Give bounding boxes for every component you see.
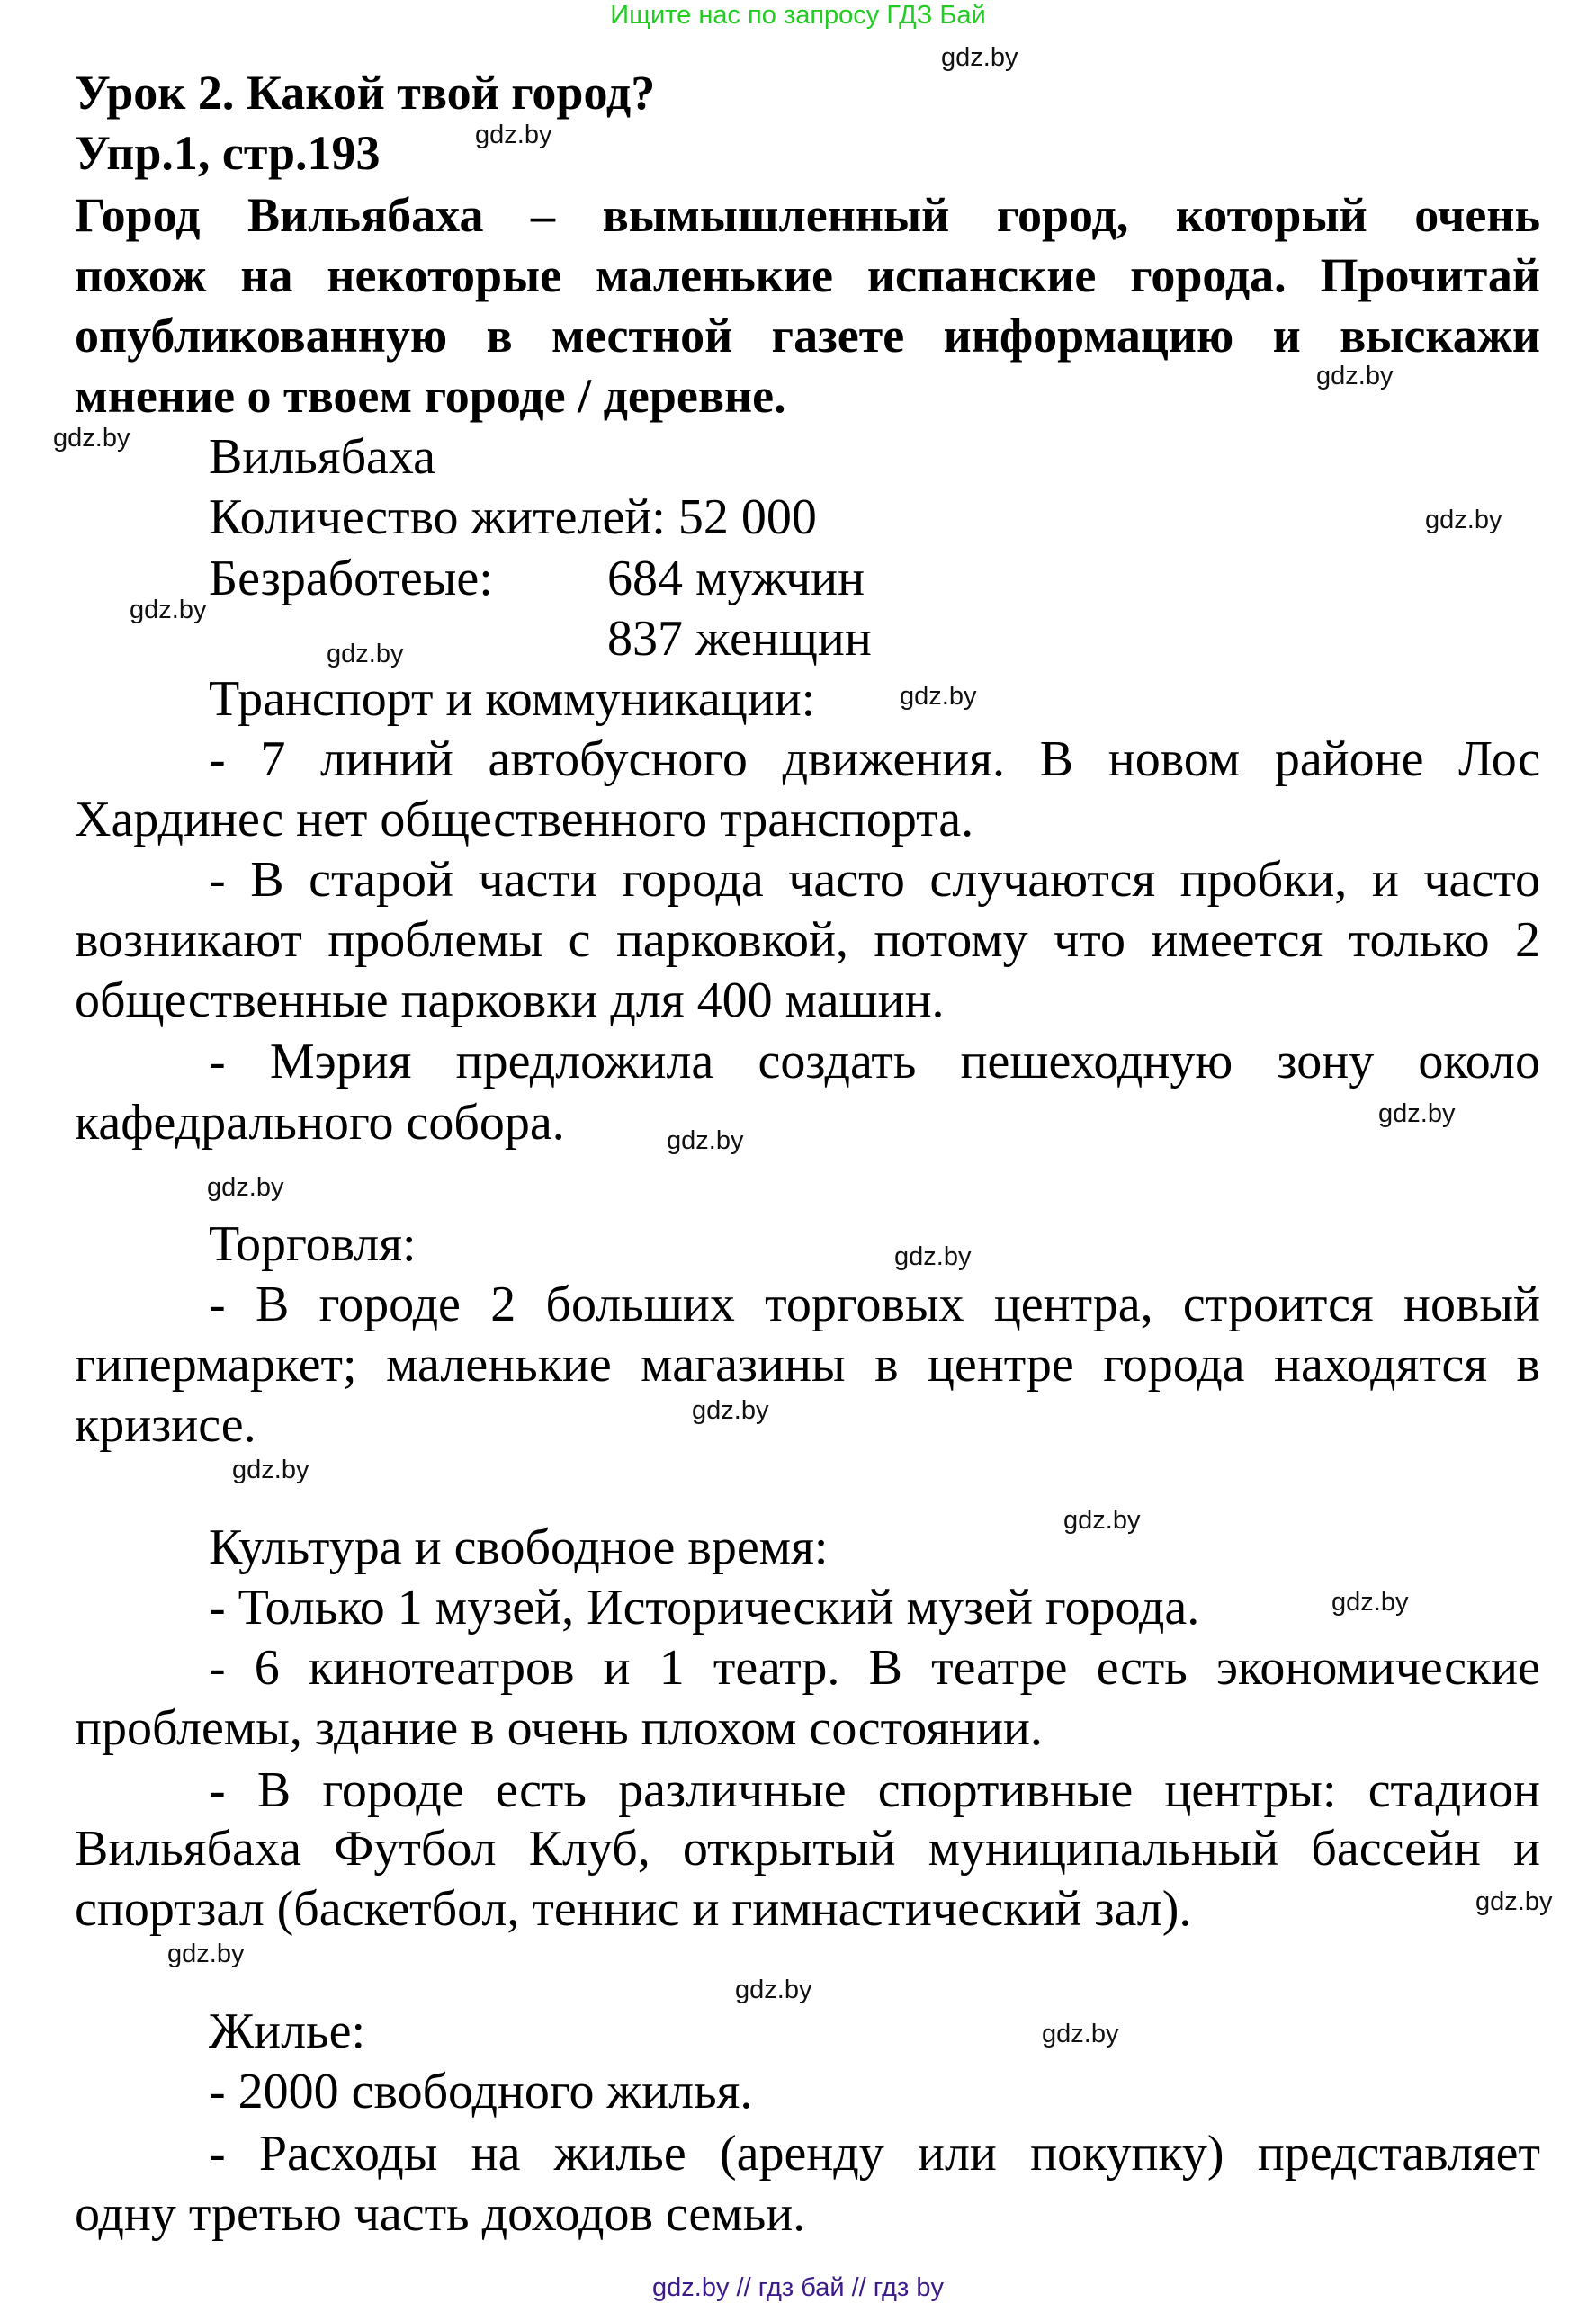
text-line: - 2000 свободного жилья. (209, 2064, 753, 2119)
lesson-title: Урок 2. Какой твой город? (75, 66, 656, 120)
watermark: gdz.by (941, 43, 1018, 72)
task-line: мнение о твоем городе / деревне. (75, 369, 786, 423)
text-line: Вильябаха Футбол Клуб, открытый муниципальный бассейн и (75, 1821, 1540, 1877)
task-line: похож на некоторые маленькие испанские города. Прочитай (75, 248, 1540, 302)
watermark: gdz.by (475, 121, 552, 149)
text-line: - Только 1 музей, Исторический музей города. (209, 1580, 1200, 1635)
population: Количество жителей: 52 000 (209, 489, 817, 545)
task-line: Город Вильябаха – вымышленный город, который очень (75, 188, 1540, 242)
text-line: кризисе. (75, 1397, 256, 1453)
watermark: gdz.by (207, 1173, 284, 1202)
text-line: одну третью часть доходов семьи. (75, 2186, 806, 2242)
watermark: gdz.by (1475, 1887, 1553, 1916)
watermark: gdz.by (232, 1456, 309, 1484)
watermark: gdz.by (167, 1940, 245, 1968)
text-line: возникают проблемы с парковкой, потому что имеется только 2 (75, 912, 1540, 968)
text-line: спортзал (баскетбол, теннис и гимнастический зал). (75, 1881, 1192, 1937)
watermark: gdz.by (1063, 1506, 1141, 1535)
watermark: gdz.by (53, 424, 130, 453)
watermark: gdz.by (327, 640, 404, 668)
watermark: gdz.by (1378, 1099, 1456, 1128)
watermark: gdz.by (900, 682, 977, 711)
text-line: - В старой части города часто случаются пробки, и часто (209, 852, 1540, 908)
unemployment-women: 837 женщин (607, 611, 872, 667)
watermark: gdz.by (1425, 506, 1502, 534)
top-banner: Ищите нас по запросу ГДЗ Бай (610, 1, 986, 30)
text-line: - 7 линий автобусного движения. В новом районе Лос (209, 731, 1540, 787)
unemployment-men: 684 мужчин (607, 551, 865, 606)
text-line: общественные парковки для 400 машин. (75, 972, 945, 1028)
watermark: gdz.by (894, 1242, 972, 1271)
unemployment-label: Безработеые: (209, 551, 493, 606)
culture-heading: Культура и свободное время: (209, 1519, 829, 1575)
text-line: Хардинес нет общественного транспорта. (75, 792, 974, 847)
text-line: - Расходы на жилье (аренду или покупку) представляет (209, 2126, 1540, 2182)
transport-heading: Транспорт и коммуникации: (209, 671, 816, 727)
text-line: гипермаркет; маленькие магазины в центре города находятся в (75, 1337, 1540, 1393)
trade-heading: Торговля: (209, 1216, 417, 1272)
footer-watermark: gdz.by // гдз бай // гдз by (652, 2273, 944, 2302)
city-name: Вильябаха (209, 429, 436, 485)
text-line: - 6 кинотеатров и 1 театр. В театре есть экономические (209, 1640, 1540, 1696)
watermark: gdz.by (1316, 362, 1394, 390)
text-line: - В городе 2 больших торговых центра, строится новый (209, 1277, 1540, 1332)
text-line: кафедрального собора. (75, 1095, 565, 1151)
watermark: gdz.by (1331, 1588, 1409, 1617)
task-line: опубликованную в местной газете информацию и выскажи (75, 309, 1540, 363)
watermark: gdz.by (1042, 2020, 1119, 2048)
housing-heading: Жилье: (209, 2003, 366, 2059)
exercise-label: Упр.1, стр.193 (75, 126, 381, 180)
text-line: проблемы, здание в очень плохом состоянии. (75, 1700, 1043, 1756)
text-line: - Мэрия предложила создать пешеходную зону около (209, 1034, 1540, 1089)
watermark: gdz.by (692, 1396, 769, 1425)
watermark: gdz.by (735, 1976, 812, 2004)
text-line: - В городе есть различные спортивные центры: стадион (209, 1762, 1540, 1818)
watermark: gdz.by (667, 1126, 744, 1155)
watermark: gdz.by (130, 596, 207, 624)
